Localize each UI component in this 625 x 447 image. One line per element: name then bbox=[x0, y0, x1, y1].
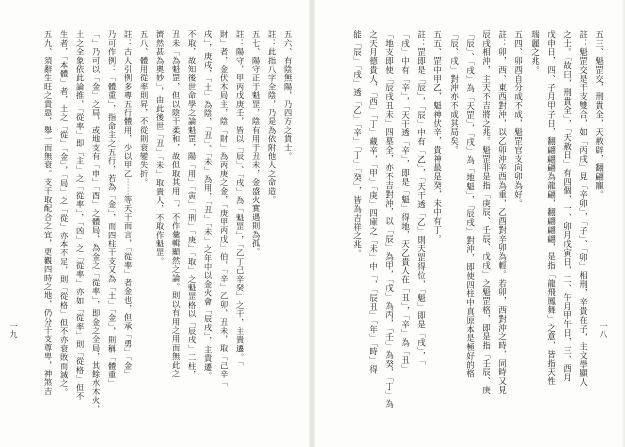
page-edge-shadow bbox=[621, 0, 625, 447]
text-column: 土之全象依此論推，「從率」即「主」之「從率」，「凶」之「從率」亦如「從率」則「從格」但不 bbox=[75, 30, 86, 401]
text-column: 「辰」、「戌」為「天罡」，「戌」為「地魁」，「辰戌」對沖，即使四柱中真原本是極好的格 bbox=[465, 30, 476, 379]
text-column: 生者，「本體」者，土之「從」「金」，「局」之「從」亦本不足，則「從格」但不亦衰敗而滅之。 bbox=[59, 30, 70, 397]
text-column: 註：魁罡交是干支雙合，如「丙戌」見「辛卯」，「子」、「卯」相刑，辛貴在子，主文學顯人 bbox=[578, 30, 589, 387]
text-column: 註：罡即是「辰」，「辰」中有「乙」，「天干透「乙」則天罡得位，「魁」即是「戌」，「 bbox=[416, 30, 427, 366]
text-column: 「」乃可以「金」之局，或地支有「申」「酉」之體局，為金之「從率」，即金之全局，其餘水木火， bbox=[91, 30, 102, 414]
text-column: 瑞麗之兆。 bbox=[530, 30, 541, 75]
text-column: 之天月德貴人，「西」「丁」藏辛，「甲」「庚」四庫之「未」中「，「辰丑」「年」「時」得 bbox=[368, 30, 379, 375]
text-column: 不取，故知後世命學之論魁罡，陽「用」「寅」「刑」「庚」「取」之魁罡格以「辰戌」二柱， bbox=[187, 30, 198, 379]
text-column: 濟然甚為奧妙」，由此後世「丑」「未」取貴人，不取作魁罡。 bbox=[155, 30, 166, 266]
text-column: 能「辰」「戌」透「乙」「辛」「丁」「癸」，皆為吉祥之兆。 bbox=[352, 30, 363, 258]
text-column: 註：陽守，甲丙戊庚壬，皆以「辰」、「戌」為「魁罡」，「乙丁己辛癸」之干，主貴遷。「 bbox=[235, 30, 246, 367]
text-column: 註：此指八字全陰，乃是為依附他人之命造。 bbox=[267, 30, 278, 204]
text-column: 五三、魁罡交，刑貴全，天赦辟，翻翩寵。 bbox=[594, 30, 605, 199]
page-number-right: 一八 bbox=[599, 322, 608, 338]
text-column: 之士。「故曰，刑貴全」，「天赦日」有四個，一、卯月戊寅日，二、午月甲午日，三、酉月 bbox=[562, 30, 573, 382]
text-column: 辰戌相沖，主天不吉將之兆。魁罡非是指「庚辰、壬辰、戊戌」之魁罡格，即是指「壬辰、庚 bbox=[481, 30, 492, 395]
text-column: 五五、罡中甲乙，魁神伏辛，貴神最是癸，未中有丁。 bbox=[432, 30, 443, 244]
page-number-left: 一九 bbox=[9, 322, 18, 338]
text-column: 五六、有陰無陽，乃四方之貨士。 bbox=[283, 30, 294, 161]
text-column: 丑未「為魁罡，但以陰干柔和，故但取其用「，不作彙輯顯然之論。則以有用之用而無此之 bbox=[171, 30, 182, 378]
text-column: 「辰、戌」對沖亦不成其局矣。 bbox=[449, 30, 460, 155]
text-column: 註：卯，西、東西對沖，以乙卯沖辛酉為重，乙酉對辛卯為輕。若卯，西對沖之時，同時又見 bbox=[497, 30, 508, 395]
text-column: 戊申日，四、子月甲子日，翻翩翩翩為龍翩，翻翩翩翩，是指「龍飛鳳舞」之意，皆指天性 bbox=[546, 30, 557, 386]
text-column: 五四、卯酉自分成不成，魁罡官支向卯為好。 bbox=[513, 30, 524, 208]
text-column: 五八、體用從率則昇，不從則衰變失折。 bbox=[139, 30, 150, 187]
text-column: 五七、陽守正于魁罡，陰有用于丑未，金盛火實遇則為孤。 bbox=[251, 30, 262, 257]
text-column: 註：古人引例多專五行體用，少以甲乙⋯⋯等天干而言，「從率」者金也，但承「勇」「金」 bbox=[123, 30, 134, 379]
text-column: 戌」，庚戌，「土」為陰，「丑」、「未」為用，「丑」「未」之年中以金火會「辰戌」，主貴遷。 bbox=[203, 30, 214, 380]
text-column: 五九、須辭生旺之貴惡，舉一而無衰。支干取配合之宜，更觀四時之地，仍分干支尊卑，神煞吉 bbox=[43, 30, 54, 396]
text-column: 乃可作例：「體重」，指命主之五行，若為「金」，而四柱干支又為「土」「金」，則稱「體重」 bbox=[107, 30, 118, 388]
text-column: 財」者，金伏木局主，陰「財」為丙庚之金，「庚甲丙戊」伯，「辛」乙卯，丑未，取「己辛「 bbox=[219, 30, 230, 388]
right-page bbox=[313, 0, 625, 447]
text-column: 「地支即使「辰戌丑未」四墓全，亦不吉對沖，以「辰」為甲，「戊」為丙，「壬」為癸，「丁」為 bbox=[384, 30, 395, 409]
text-column: 「戌」中有「辛」，「天干透「辛」，即是「魁」得地，天乙貴人在「丑」，「辛」為「丑」 bbox=[400, 30, 411, 374]
